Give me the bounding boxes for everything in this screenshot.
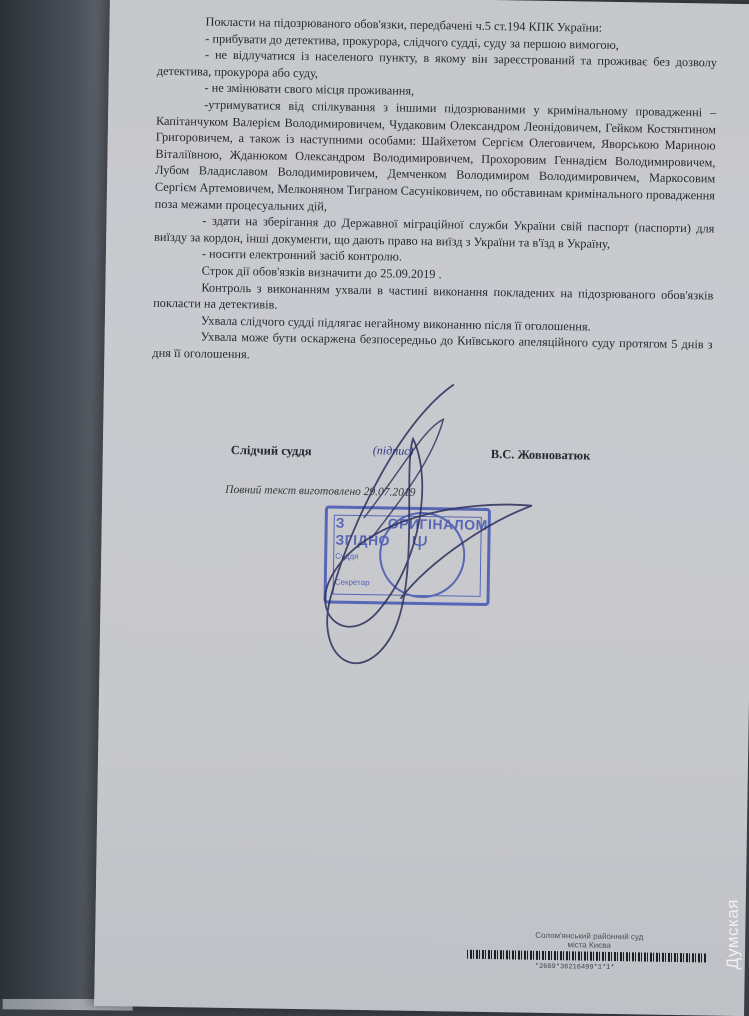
signature-row xyxy=(151,441,711,474)
paragraph-control: Контроль з виконанням ухвали в частині виконання покладених на підозрюваного обов'язків покласти на детективів. xyxy=(153,279,714,312)
paragraph-immediate-execution: Ухвала слідчого судді підлягає негайному виконанню після її оголошення. xyxy=(200,313,591,334)
court-stamp xyxy=(323,505,491,606)
paragraph-not-leave-city: - не відлучатися із населеного пункту, в якому він зареєстрований та проживає без дозволу детектива, прокурора або суду, xyxy=(156,47,718,81)
trident-icon: Ψ xyxy=(411,532,429,556)
stamp-title: З ОРИГІНАЛОМ ЗГІДНО xyxy=(335,514,488,549)
paragraph-term: Строк дії обов'язків визначити до 25.09.2019 . xyxy=(201,263,442,282)
court-name-line1: Солом'янський районний суд xyxy=(535,930,644,942)
document-body xyxy=(152,13,718,588)
document-barcode xyxy=(467,950,707,963)
paragraph-obligations-intro: Покласти на підозрюваного обов'язки, передбачені ч.5 ст.194 КПК України: xyxy=(205,14,603,35)
stamp-line-judge: Суддя xyxy=(335,551,359,561)
court-name-line2: міста Києва xyxy=(567,940,611,950)
court-name-label xyxy=(535,931,643,951)
handwritten-signature-text: (підпис) xyxy=(372,443,414,458)
full-text-note: Повний текст виготовлено 29.07.2019 xyxy=(225,483,416,499)
paragraph-surrender-passport: - здати на зберігання до Державної міграційної служби України свій паспорт (паспорти) для виїзду за кордон, інші документи, що дають право на виїзд з України та в'їзд в Україну, xyxy=(154,213,715,251)
stamp-line-secretary: Секретар xyxy=(334,577,370,588)
paragraph-not-change-residence: - не змінювати свого місця проживання, xyxy=(204,80,415,99)
paragraph-electronic-monitoring: - носити електронний засіб контролю. xyxy=(201,246,403,264)
judge-name: В.С. Жовноватюк xyxy=(490,447,591,463)
signature-label: Слідчий суддя xyxy=(230,442,312,459)
paragraph-no-communication: -утримуватися від спілкування з іншими підозрюваними у кримінальному провадженні – Капітанчуком Валерієм Володимировичем, Чудаковим Олександром Леонідовичем, Гейком Костянтином Григоровичем, а також із наступними особами: Шайхетом Сергієм Олеговичем, Яворською Мариною Віталіївною, Жданюком Олександром Володимировичем, Прохоровим Геннадієм Володимировичем, Лубом Владиславом Володимировичем, Демченком Володимиром Володимировичем, Маркосовим Сергієм Артемовичем, Мелконяном Тиграном Сасуніковичем, по обставинам кримінального провадження поза межами процесуальних дій, xyxy=(154,97,717,213)
watermark-logo: Думская xyxy=(723,898,742,969)
paragraph-appear-on-demand: - прибувати до детектива, прокурора, слідчого судді, суду за першою вимогою, xyxy=(205,31,619,52)
document-page xyxy=(94,0,749,1016)
paragraph-appeal: Ухвала може бути оскаржена безпосередньо до Київського апеляційного суду протягом 5 днів з дня її оголошення. xyxy=(152,329,713,362)
barcode-number: *2609*36216499*1*1* xyxy=(534,962,615,973)
